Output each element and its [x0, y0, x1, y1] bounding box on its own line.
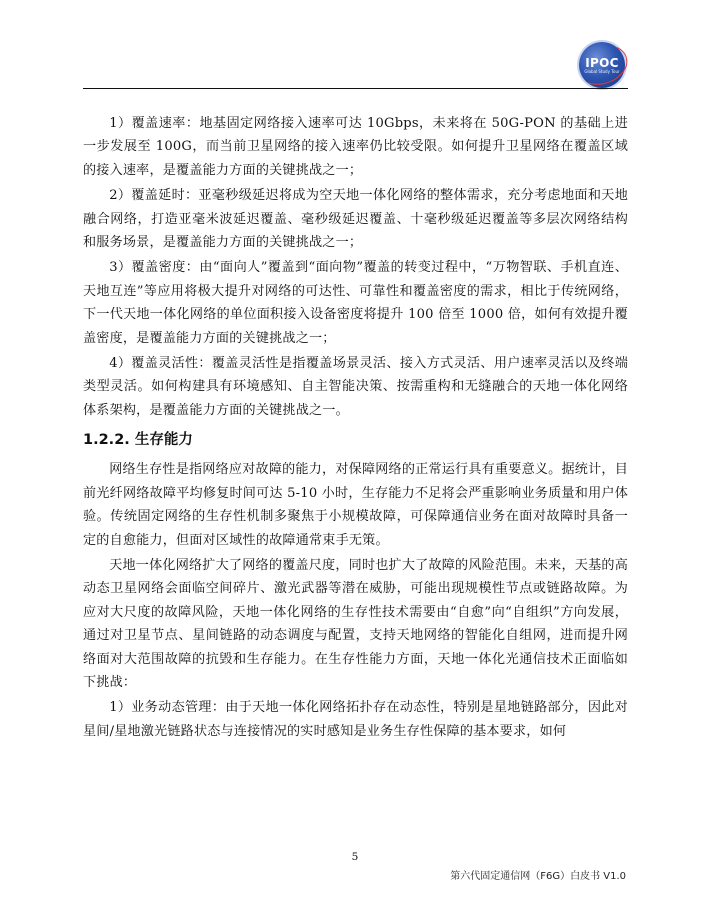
page-content	[83, 112, 628, 745]
paragraph-survivability-intro: 网络生存性是指网络应对故障的能力，对保障网络的正常运行具有重要意义。据统计，目前光纤网络故障平均修复时间可达 5-10 小时，生存能力不足将会严重影响业务质量和用户体验。传统固定网络的生存性机制多聚焦于小规模故障，可保障通信业务在面对故障时具备一定的自愈能力，但面对区域性的故障通常束手无策。	[83, 462, 628, 548]
paragraph-coverage-flexibility: 4）覆盖灵活性：覆盖灵活性是指覆盖场景灵活、接入方式灵活、用户速率灵活以及终端类型灵活。如何构建具有环境感知、自主智能决策、按需重构和无缝融合的天地一体化网络体系架构，是覆盖能力方面的关键挑战之一。	[83, 356, 628, 418]
header-divider	[83, 88, 628, 89]
ipoc-logo	[579, 42, 625, 88]
logo-subtext: Global Study Tour	[584, 68, 620, 74]
paragraph-coverage-rate: 1）覆盖速率：地基固定网络接入速率可达 10Gbps，未来将在 50G-PON 的基础上进一步发展至 100G，而当前卫星网络的接入速率仍比较受限。如何提升卫星网络在覆盖区域的接入速率，是覆盖能力方面的关键挑战之一；	[83, 116, 628, 178]
section-heading: 1.2.2. 生存能力	[83, 432, 193, 449]
paragraph-coverage-latency: 2）覆盖延时：亚毫秒级延迟将成为空天地一体化网络的整体需求，充分考虑地面和天地融合网络，打造亚毫米波延迟覆盖、毫秒级延迟覆盖、十毫秒级延迟覆盖等多层次网络结构和服务场景，是覆盖能力方面的关键挑战之一；	[83, 188, 628, 251]
logo-text: IPOC	[585, 55, 619, 70]
paragraph-service-management: 1）业务动态管理：由于天地一体化网络拓扑存在动态性，特别是星地链路部分，因此对星间/星地激光链路状态与连接情况的实时感知是业务生存性保障的基本要求，如何	[83, 700, 628, 739]
footer-doc-title: 第六代固定通信网（F6G）白皮书 V1.0	[450, 871, 626, 882]
paragraph-coverage-density: 3）覆盖密度：由“面向人”覆盖到“面向物”覆盖的转变过程中，“万物智联、手机直连、天地互连”等应用将极大提升对网络的可达性、可靠性和覆盖密度的需求，相比于传统网络，下一代天地一体化网络的单位面积接入设备密度将提升 100 倍至 1000 倍，如何有效提升覆盖密度，是覆盖能力方面的关键挑战之一；	[83, 260, 628, 346]
paragraph-survivability-scope: 天地一体化网络扩大了网络的覆盖尺度，同时也扩大了故障的风险范围。未来，天基的高动态卫星网络会面临空间碎片、激光武器等潜在威胁，可能出现规模性节点或链路故障。为应对大尺度的故障风险，天地一体化网络的生存性技术需要由“自愈”向“自组织”方向发展，通过对卫星节点、星间链路的动态调度与配置，支持天地网络的智能化自组网，进而提升网络面对大范围故障的抗毁和生存能力。在生存性能力方面，天地一体化光通信技术正面临如下挑战：	[83, 557, 628, 690]
logo-orbit-ring	[571, 39, 632, 91]
page-number: 5	[351, 851, 359, 863]
